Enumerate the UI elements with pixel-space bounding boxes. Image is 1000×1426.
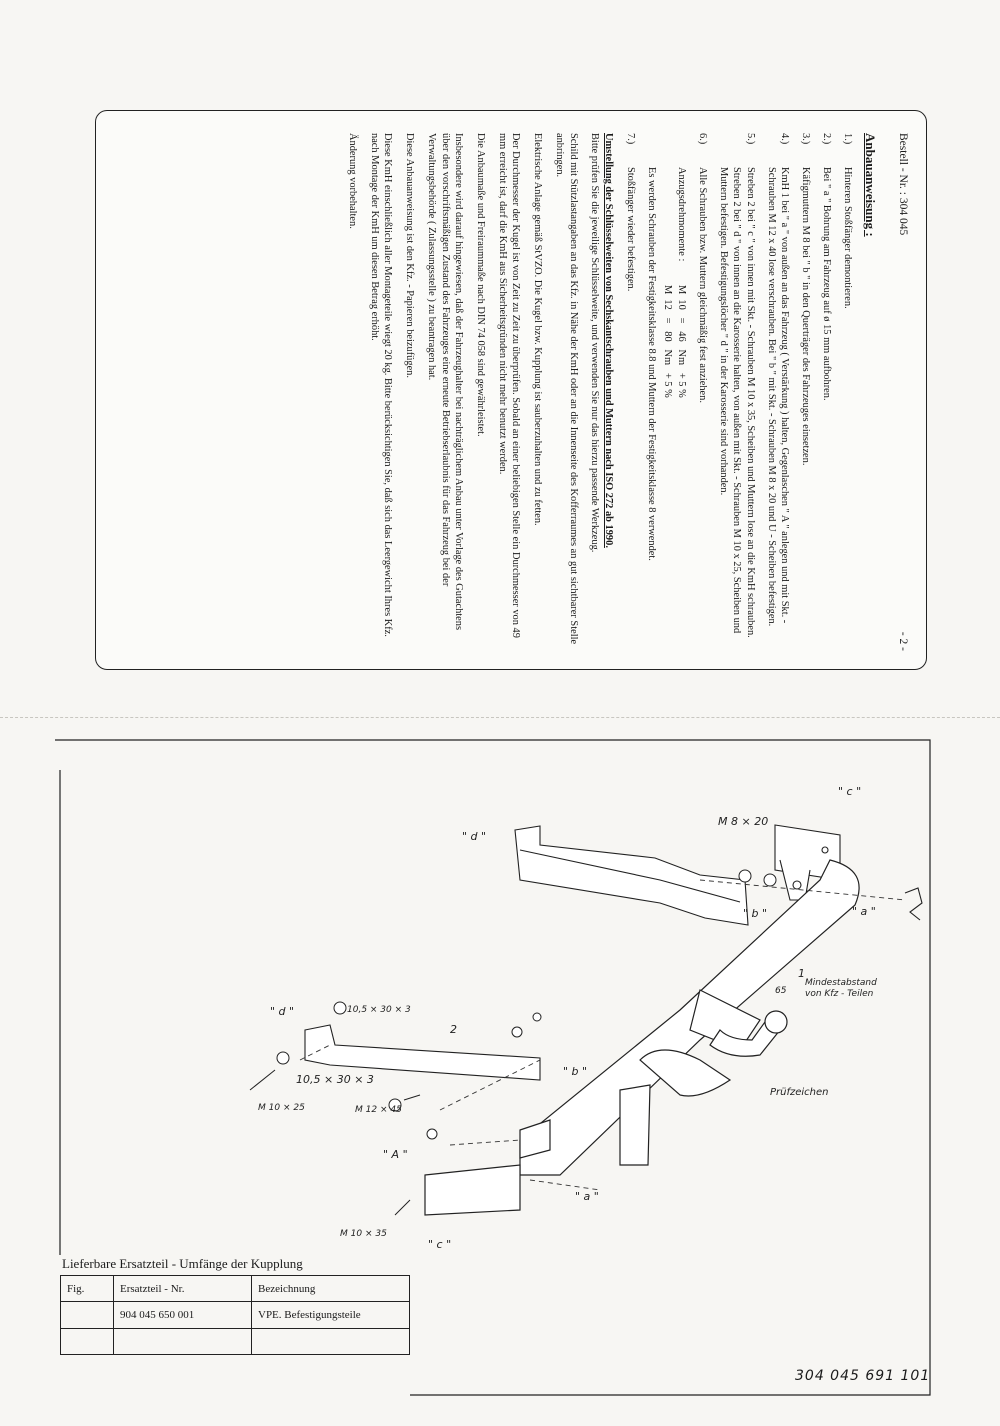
instruction-text [96, 111, 927, 670]
label-dim-65: 65 [775, 986, 787, 996]
parts-table [60, 1275, 410, 1355]
label-one: 1 [798, 967, 805, 980]
strut-right [515, 826, 748, 925]
iso-text: Bitte prüfen Sie die jeweilige Schlüsselweite, und verwenden Sie nur das hierzu passende Werkzeug. [589, 133, 601, 553]
torque-m10: M 10 = 46 Nm + 5 % [676, 285, 688, 398]
label-pruefzeichen: Prüfzeichen [770, 1087, 829, 1098]
label-b-top: " b " [743, 907, 768, 920]
label-c-top: " c " [838, 785, 862, 798]
registration-note: Insbesondere wird darauf hingewiesen, daß der Fahrzeughalter bei nachträglichem Anbau unter Vorlage des Gutachtens über den vorschriftsmäßigen Zustand des Fahrzeuges eine erneute Betriebserlaubnis für das Fahrzeug bei der Verwaltungsbehörde ( Zulassungsstelle ) zu beantragen hat. [425, 133, 465, 631]
step-5: 5.) Streben 2 bei " c " von innen mit Skt. - Schrauben M 10 x 35, Scheiben und Muttern lose an die KmH schrauben. Streben 2 bei " d " von innen an die Karosserie halten, von außen mit Skt. - Schrauben M 10 x 25, Scheiben und Muttern befestigen. Befestigungslöcher " d " in der Karosserie sind vorhanden. [717, 133, 756, 638]
label-m12x45: M 12 × 45 [355, 1105, 402, 1115]
torque-label: Anzugsdrehmomente : [676, 167, 688, 262]
label-b-mid: " b " [563, 1065, 588, 1078]
label-a-top: " a " [852, 905, 876, 918]
instruction-title: Anbauanweisung : [862, 133, 878, 237]
header-part-no: Ersatzteil - Nr. [114, 1276, 252, 1302]
step-1: 1.) Hinteren Stoßfänger demontieren. [841, 133, 853, 309]
step-3: 3.) Käfigmuttern M 8 bei " b " in den Querträger des Fahrzeuges einsetzen. [800, 133, 812, 466]
strength-class-note: Es werden Schrauben der Festigkeitsklasse 8.8 und Muttern der Festigkeitsklasse 8 verwendet. [645, 167, 657, 561]
torque-block [661, 167, 688, 651]
instruction-panel [95, 110, 927, 670]
weight-note: Diese KmH einschließlich aller Montageteile wiegt 20 kg. Bitte berücksichtigen Sie, daß sich das Leergewicht Ihres Kfz. nach Montage der KmH um diesen Betrag erhöht. [368, 133, 394, 637]
parts-caption: Lieferbare Ersatzteil - Umfänge der Kupplung [62, 1256, 303, 1271]
torque-m12: M 12 = 80 Nm + 5 % [662, 285, 674, 398]
ball-diameter-note: Der Durchmesser der Kugel ist von Zeit zu Zeit zu überprüfen. Sobald an einer beliebigen Stelle ein Durchmesser von 49 mm erreicht ist, darf die KmH aus Sicherheitsgründen nicht mehr benutzt werden. [496, 133, 522, 638]
label-mindest-1: Mindestabstand [805, 978, 877, 988]
table-row [61, 1328, 410, 1354]
label-c-bottom: " c " [428, 1238, 452, 1251]
iso-section [588, 133, 615, 651]
label-A-big: " A " [383, 1148, 408, 1161]
label-note: Schild mit Stützlastangaben an das Kfz. in Nähe der KmH oder an die Innenseite des Kofferraumes an gut sichtbarer Stelle anbringen. [553, 133, 579, 645]
page-header [895, 133, 910, 651]
label-washer-top: 10,5 × 30 × 3 [347, 1005, 411, 1015]
table-row: 904 045 650 001 VPE. Befestigungsteile [61, 1302, 410, 1328]
label-m10x35: M 10 × 35 [340, 1229, 387, 1239]
label-two: 2 [450, 1023, 457, 1036]
page-number: - 2 - [897, 631, 909, 651]
iso-heading: Umstellung der Schlüsselweiten von Sechskantschrauben und Muttern nach ISO 272 ab 1990. [603, 133, 615, 548]
label-m8x20: M 8 × 20 [718, 815, 769, 828]
header-fig: Fig. [61, 1276, 114, 1302]
label-a-bottom: " a " [575, 1190, 599, 1203]
papers-note: Diese Anbauanweisung ist den Kfz. - Papieren beizufügen. [404, 133, 416, 378]
step-4: 4.) KmH 1 bei " a " von außen an das Fahrzeug ( Verstärkung ) halten, Gegenlaschen " A " anlegen und mit Skt. - Schrauben M 12 x 40 lose verschrauben. Bei " b " mit Skt. - Schrauben M 8 x 20 und U - Scheiben befestigen. [765, 133, 791, 627]
label-d-left: " d " [270, 1005, 295, 1018]
step-7: 7.) Stoßfänger wieder befestigen. [624, 133, 636, 292]
label-mindest-2: von Kfz - Teilen [805, 989, 874, 999]
step-2: 2.) Bei " a " Bohrung am Fahrzeug auf ø 15 mm aufbohren. [820, 133, 832, 401]
fold-line [0, 717, 1000, 718]
step-6: 6.) Alle Schrauben bzw. Muttern gleichmäßig fest anziehen. [696, 133, 708, 403]
label-d-top: " d " [462, 830, 487, 843]
table-header-row [61, 1276, 410, 1302]
label-washer-left: 10,5 × 30 × 3 [296, 1073, 374, 1086]
drawing-part-number: 304 045 691 101 [795, 1368, 931, 1384]
strut-left [305, 1025, 540, 1080]
change-note: Änderung vorbehalten. [346, 133, 358, 229]
label-m10x25: M 10 × 25 [258, 1103, 305, 1113]
dimensions-note: Die Anbaumaße und Freiraummaße nach DIN 74 058 sind gewährleistet. [474, 133, 486, 437]
clip-right [905, 888, 922, 920]
order-number: Bestell - Nr. : 304 045 [897, 133, 909, 236]
header-description: Bezeichnung [252, 1276, 410, 1302]
electrics-note: Elektrische Anlage gemäß StVZO. Die Kugel bzw. Kupplung ist sauberzuhalten und zu fetten. [532, 133, 544, 526]
